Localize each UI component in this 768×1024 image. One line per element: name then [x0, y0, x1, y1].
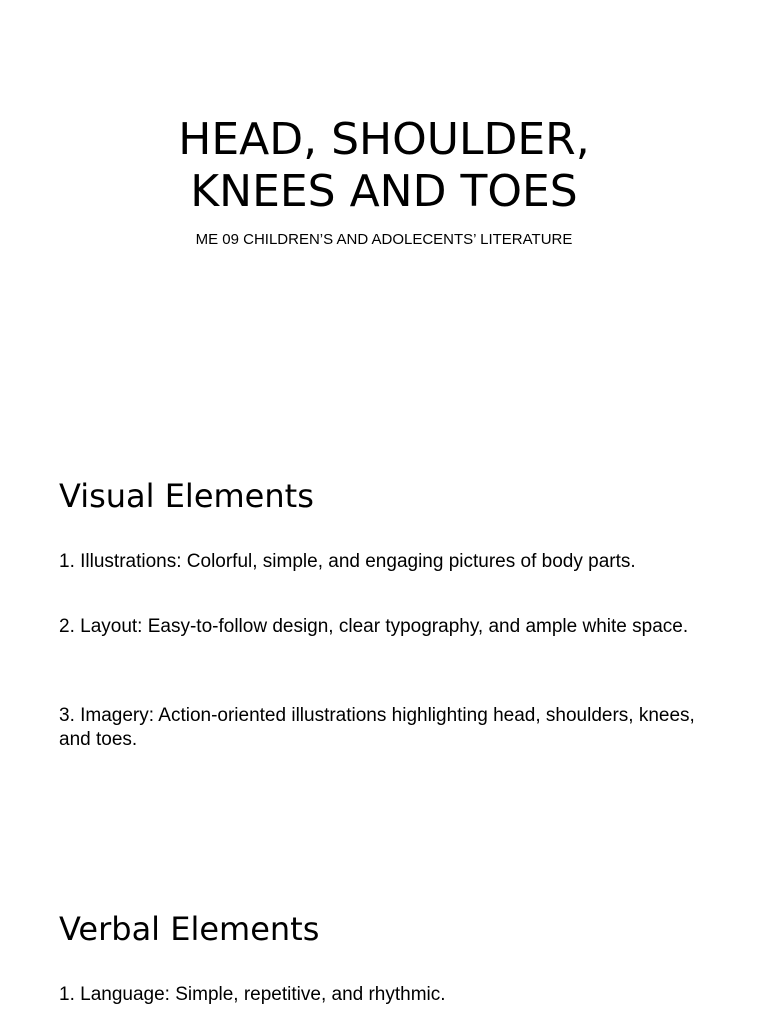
visual-elements-heading: Visual Elements [59, 477, 314, 515]
title-line-1: HEAD, SHOULDER, [178, 114, 590, 165]
course-subtitle: ME 09 CHILDREN’S AND ADOLECENTS’ LITERATURE [195, 231, 573, 248]
title-line-2: KNEES AND TOES [190, 166, 578, 217]
title-slide [0, 0, 768, 290]
page-title [0, 114, 768, 218]
visual-item-illustrations: 1. Illustrations: Colorful, simple, and engaging pictures of body parts. [59, 551, 636, 572]
verbal-item-language: 1. Language: Simple, repetitive, and rhythmic. [59, 984, 446, 1005]
visual-item-imagery: 3. Imagery: Action-oriented illustrations highlighting head, shoulders, knees, and toes. [59, 705, 695, 750]
visual-item-layout: 2. Layout: Easy-to-follow design, clear typography, and ample white space. [59, 616, 689, 637]
verbal-elements-heading: Verbal Elements [59, 910, 320, 948]
